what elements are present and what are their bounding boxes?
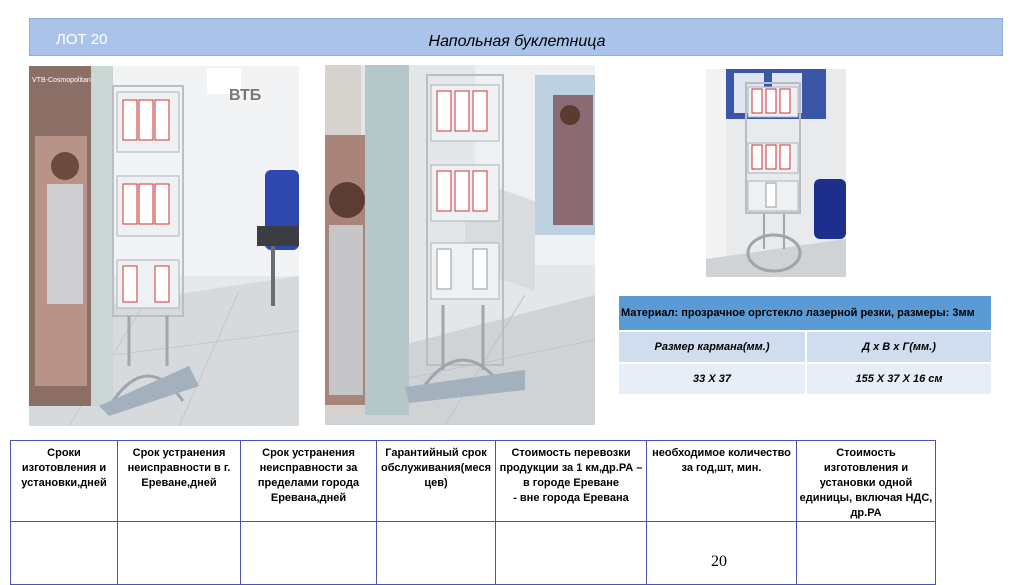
- cell-transport-cost[interactable]: [496, 522, 647, 585]
- material-spec: Материал: прозрачное оргстекло лазерной резки, размеры: 3мм: [619, 296, 991, 331]
- spec-table: [619, 296, 991, 394]
- cell-repair-outside[interactable]: [241, 522, 377, 585]
- header-transport-cost: Стоимость перевозки продукции за 1 км,др.РА –в городе Ереване - вне города Еревана: [496, 441, 647, 522]
- photo-middle: [325, 65, 595, 425]
- dimensions-header: Д х В х Г(мм.): [806, 331, 991, 363]
- terms-table: [10, 440, 936, 585]
- header-repair-outside: Срок устранения неисправности за пределами города Еревана,дней: [241, 441, 377, 522]
- vtb-cosmopolitan-sign: VTB-Cosmopolitan: [32, 77, 91, 84]
- dimensions-value: 155 X 37 X 16 см: [806, 363, 991, 394]
- page-title: Напольная буклетница: [428, 33, 606, 50]
- vtb-logo-sign: ВТБ: [229, 87, 262, 104]
- cell-production-days[interactable]: [11, 522, 118, 585]
- cell-unit-cost[interactable]: [797, 522, 936, 585]
- pocket-size-header: Размер кармана(мм.): [619, 331, 806, 363]
- header-repair-yerevan: Срок устранения неисправности в г. Ереване,дней: [118, 441, 241, 522]
- photo-right: [706, 69, 846, 277]
- cell-warranty[interactable]: [377, 522, 496, 585]
- lot-label: ЛОТ 20: [56, 31, 108, 48]
- pocket-size-value: 33 X 37: [619, 363, 806, 394]
- header-unit-cost: Стоимость изготовления и установки одной единицы, включая НДС, др.РА: [797, 441, 936, 522]
- header-warranty: Гарантийный срок обслуживания(меся цев): [377, 441, 496, 522]
- header-production-days: Сроки изготовления и установки,дней: [11, 441, 118, 522]
- header-annual-quantity: необходимое количество за год,шт, мин.: [647, 441, 797, 522]
- page-number: 20: [711, 553, 727, 570]
- photo-left: [29, 66, 299, 426]
- cell-repair-yerevan[interactable]: [118, 522, 241, 585]
